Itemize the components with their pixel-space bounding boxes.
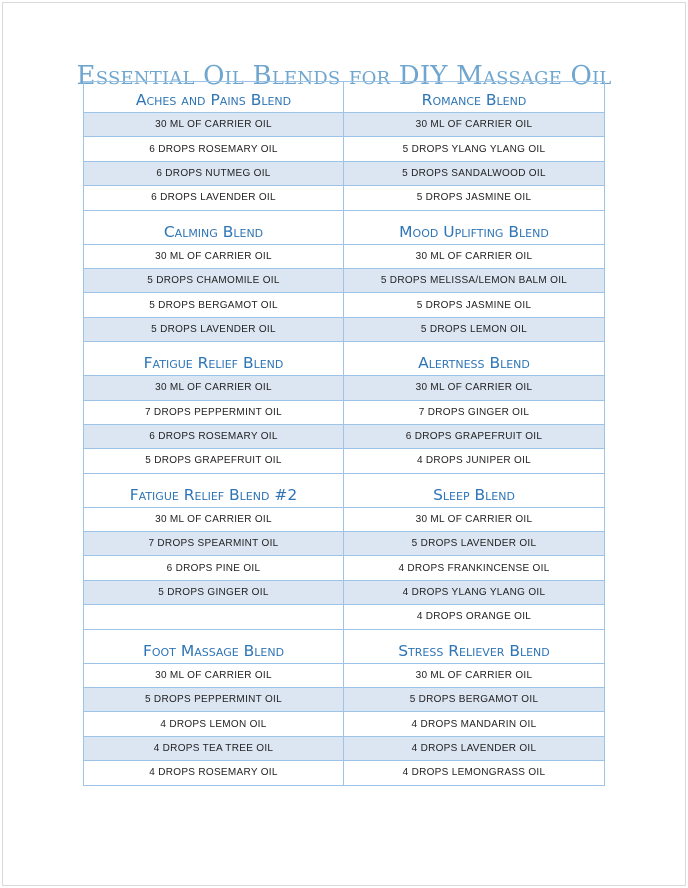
document-title: Essential Oil Blends for DIY Massage Oil (76, 61, 612, 92)
ingredient-row (84, 244, 605, 268)
blend-title: Aches and Pains Blend (84, 82, 344, 113)
ingredient-cell: 4 DROPS TEA TREE OIL (84, 736, 344, 760)
ingredient-cell: 4 DROPS ROSEMARY OIL (84, 761, 344, 785)
blend-header-row (84, 82, 605, 113)
ingredient-cell: 30 ML OF CARRIER OIL (84, 663, 344, 687)
ingredient-row (84, 688, 605, 712)
ingredient-cell: 5 DROPS BERGAMOT OIL (344, 688, 605, 712)
ingredient-cell: 5 DROPS MELISSA/LEMON BALM OIL (344, 268, 605, 292)
ingredient-cell: 6 DROPS LAVENDER OIL (84, 186, 344, 210)
ingredient-cell: 7 DROPS SPEARMINT OIL (84, 532, 344, 556)
ingredient-cell: 4 DROPS LAVENDER OIL (344, 736, 605, 760)
ingredient-cell: 6 DROPS ROSEMARY OIL (84, 424, 344, 448)
ingredient-cell: 30 ML OF CARRIER OIL (344, 113, 605, 137)
blend-title: Foot Massage Blend (84, 629, 344, 663)
ingredient-cell: 30 ML OF CARRIER OIL (84, 376, 344, 400)
ingredient-cell: 4 DROPS LEMONGRASS OIL (344, 761, 605, 785)
ingredient-cell: 30 ML OF CARRIER OIL (84, 244, 344, 268)
ingredient-cell: 6 DROPS ROSEMARY OIL (84, 137, 344, 161)
ingredient-cell (84, 605, 344, 629)
ingredient-cell: 4 DROPS LEMON OIL (84, 712, 344, 736)
ingredient-cell: 4 DROPS MANDARIN OIL (344, 712, 605, 736)
ingredient-row (84, 113, 605, 137)
ingredient-cell: 6 DROPS GRAPEFRUIT OIL (344, 424, 605, 448)
ingredient-cell: 5 DROPS CHAMOMILE OIL (84, 268, 344, 292)
ingredient-row (84, 317, 605, 341)
ingredient-cell: 5 DROPS JASMINE OIL (344, 186, 605, 210)
blend-title: Mood Uplifting Blend (344, 210, 605, 244)
ingredient-cell: 5 DROPS SANDALWOOD OIL (344, 161, 605, 185)
blend-title: Fatigue Relief Blend (84, 342, 344, 376)
ingredient-row (84, 532, 605, 556)
ingredient-cell: 30 ML OF CARRIER OIL (344, 376, 605, 400)
ingredient-cell: 4 DROPS ORANGE OIL (344, 605, 605, 629)
ingredient-row (84, 761, 605, 785)
ingredient-row (84, 605, 605, 629)
ingredient-cell: 30 ML OF CARRIER OIL (84, 113, 344, 137)
ingredient-cell: 5 DROPS GRAPEFRUIT OIL (84, 449, 344, 473)
ingredient-cell: 4 DROPS JUNIPER OIL (344, 449, 605, 473)
ingredient-cell: 5 DROPS LAVENDER OIL (344, 532, 605, 556)
ingredient-row (84, 736, 605, 760)
ingredient-cell: 5 DROPS PEPPERMINT OIL (84, 688, 344, 712)
ingredient-cell: 6 DROPS PINE OIL (84, 556, 344, 580)
ingredient-row (84, 580, 605, 604)
ingredient-cell: 30 ML OF CARRIER OIL (344, 244, 605, 268)
blend-header-row (84, 210, 605, 244)
blends-table (83, 81, 605, 786)
ingredient-row (84, 556, 605, 580)
ingredient-row (84, 161, 605, 185)
ingredient-row (84, 449, 605, 473)
ingredient-row (84, 137, 605, 161)
ingredient-cell: 4 DROPS FRANKINCENSE OIL (344, 556, 605, 580)
ingredient-cell: 6 DROPS NUTMEG OIL (84, 161, 344, 185)
blend-title: Alertness Blend (344, 342, 605, 376)
ingredient-cell: 5 DROPS LEMON OIL (344, 317, 605, 341)
blend-header-row (84, 342, 605, 376)
ingredient-row (84, 400, 605, 424)
ingredient-row (84, 186, 605, 210)
ingredient-cell: 30 ML OF CARRIER OIL (344, 663, 605, 687)
ingredient-row (84, 663, 605, 687)
ingredient-cell: 30 ML OF CARRIER OIL (84, 507, 344, 531)
ingredient-cell: 4 DROPS YLANG YLANG OIL (344, 580, 605, 604)
ingredient-cell: 7 DROPS GINGER OIL (344, 400, 605, 424)
blend-header-row (84, 473, 605, 507)
ingredient-cell: 30 ML OF CARRIER OIL (344, 507, 605, 531)
ingredient-row (84, 268, 605, 292)
ingredient-row (84, 293, 605, 317)
ingredient-cell: 5 DROPS BERGAMOT OIL (84, 293, 344, 317)
ingredient-row (84, 507, 605, 531)
ingredient-row (84, 424, 605, 448)
ingredient-row (84, 712, 605, 736)
ingredient-cell: 7 DROPS PEPPERMINT OIL (84, 400, 344, 424)
blend-title: Sleep Blend (344, 473, 605, 507)
blend-title: Romance Blend (344, 82, 605, 113)
ingredient-cell: 5 DROPS LAVENDER OIL (84, 317, 344, 341)
blend-title: Stress Reliever Blend (344, 629, 605, 663)
blend-title: Calming Blend (84, 210, 344, 244)
blend-header-row (84, 629, 605, 663)
ingredient-row (84, 376, 605, 400)
ingredient-cell: 5 DROPS GINGER OIL (84, 580, 344, 604)
ingredient-cell: 5 DROPS YLANG YLANG OIL (344, 137, 605, 161)
ingredient-cell: 5 DROPS JASMINE OIL (344, 293, 605, 317)
blend-title: Fatigue Relief Blend #2 (84, 473, 344, 507)
